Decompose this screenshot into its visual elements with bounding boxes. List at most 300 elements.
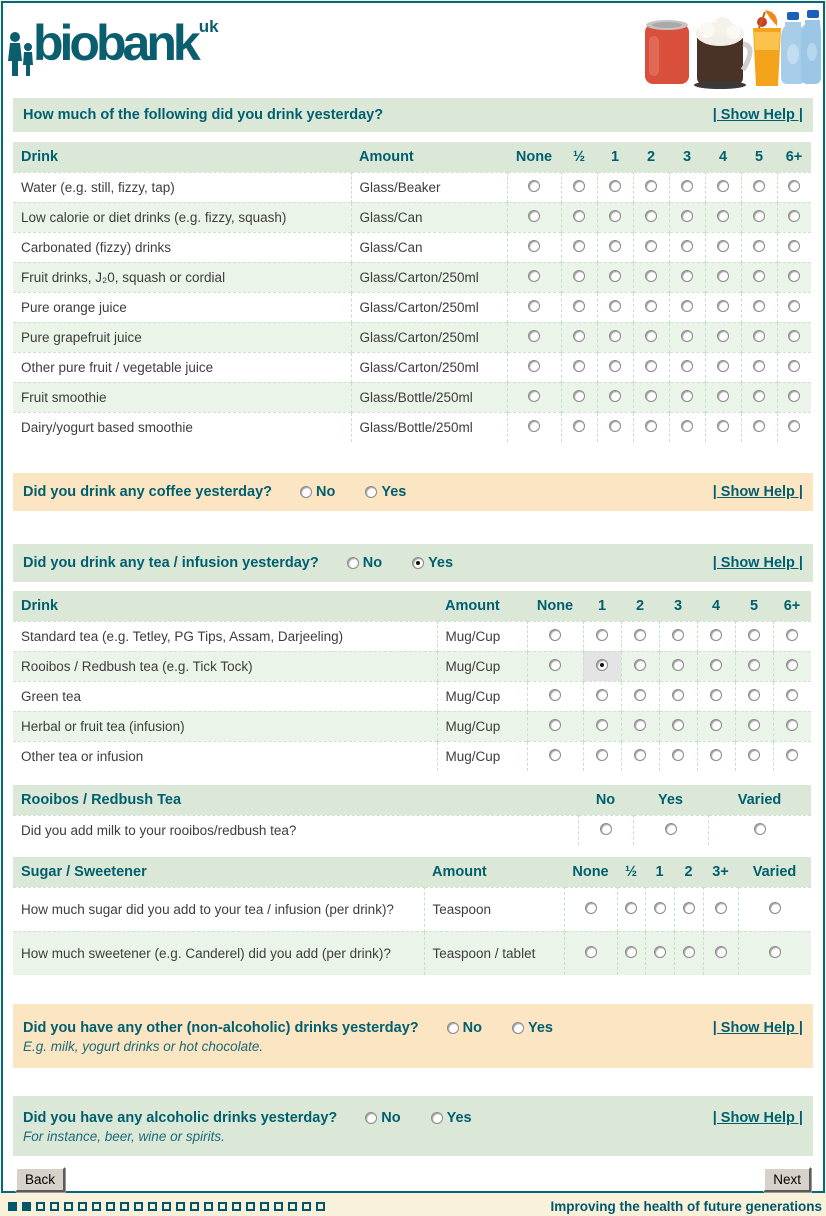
radio-cell	[705, 382, 741, 412]
radio-button[interactable]	[645, 330, 657, 342]
radio-cell	[697, 741, 735, 771]
col-1: 1	[645, 857, 674, 887]
radio-button[interactable]	[753, 240, 765, 252]
radio-cell	[705, 292, 741, 322]
radio-button[interactable]	[672, 659, 684, 671]
radio-cell	[669, 382, 705, 412]
radio-cell	[561, 412, 597, 442]
radio-button[interactable]	[528, 330, 540, 342]
radio-cell	[645, 887, 674, 931]
col-6plus: 6+	[773, 591, 811, 621]
radio-cell	[741, 262, 777, 292]
table-row	[13, 352, 811, 382]
radio-button[interactable]	[748, 629, 760, 641]
radio-button[interactable]	[600, 823, 612, 835]
radio-cell	[583, 741, 621, 771]
col-varied: Varied	[738, 857, 811, 887]
alcoholic-question: Did you have any alcoholic drinks yesterday?	[23, 1110, 338, 1126]
radio-cell	[741, 232, 777, 262]
radio-button[interactable]	[753, 420, 765, 432]
sugar-table	[13, 857, 811, 975]
col-none: None	[527, 591, 583, 621]
tea-table	[13, 591, 811, 771]
radio-cell	[645, 931, 674, 975]
alcoholic-no-radio[interactable]	[365, 1112, 377, 1124]
radio-button[interactable]	[681, 420, 693, 432]
non-alcoholic-no-label: No	[462, 1020, 482, 1036]
radio-button[interactable]	[528, 390, 540, 402]
drink-amount: Glass/Carton/250ml	[351, 262, 507, 292]
radio-button[interactable]	[645, 270, 657, 282]
radio-button[interactable]	[654, 902, 666, 914]
radio-cell	[669, 292, 705, 322]
alcoholic-yes-radio[interactable]	[431, 1112, 443, 1124]
radio-cell	[527, 681, 583, 711]
radio-button[interactable]	[573, 240, 585, 252]
radio-button[interactable]	[672, 749, 684, 761]
table-row	[13, 621, 811, 651]
tea-section-header	[13, 544, 813, 582]
radio-button[interactable]	[753, 300, 765, 312]
radio-button[interactable]	[681, 360, 693, 372]
progress-dot	[316, 1202, 325, 1211]
progress-dot	[232, 1202, 241, 1211]
radio-button[interactable]	[528, 360, 540, 372]
radio-cell	[741, 352, 777, 382]
radio-button[interactable]	[710, 689, 722, 701]
radio-button[interactable]	[788, 270, 800, 282]
radio-button[interactable]	[753, 390, 765, 402]
radio-button[interactable]	[549, 629, 561, 641]
progress-dot	[288, 1202, 297, 1211]
radio-button[interactable]	[788, 360, 800, 372]
radio-button[interactable]	[717, 240, 729, 252]
radio-button[interactable]	[609, 390, 621, 402]
radio-cell	[669, 352, 705, 382]
radio-button[interactable]	[786, 719, 798, 731]
radio-button[interactable]	[717, 210, 729, 222]
radio-button[interactable]	[786, 629, 798, 641]
progress-dot	[148, 1202, 157, 1211]
questionnaire-page	[1, 1, 825, 1193]
radio-button[interactable]	[528, 270, 540, 282]
page-header	[3, 3, 823, 91]
radio-button[interactable]	[683, 902, 695, 914]
radio-cell	[561, 172, 597, 202]
radio-button[interactable]	[596, 629, 608, 641]
non-alcoholic-yes-radio[interactable]	[512, 1022, 524, 1034]
radio-button[interactable]	[753, 210, 765, 222]
rooibos-milk-table	[13, 785, 811, 845]
radio-cell	[697, 621, 735, 651]
col-half: ½	[561, 142, 597, 172]
radio-cell	[527, 621, 583, 651]
radio-button[interactable]	[645, 390, 657, 402]
sugar-title: Sugar / Sweetener	[13, 857, 424, 887]
radio-cell	[773, 711, 811, 741]
drink-amount: Glass/Can	[351, 202, 507, 232]
radio-cell	[669, 262, 705, 292]
radio-button[interactable]	[573, 210, 585, 222]
non-alcoholic-show-help-link[interactable]: | Show Help |	[712, 1020, 803, 1036]
radio-button[interactable]	[715, 946, 727, 958]
radio-cell	[669, 322, 705, 352]
radio-cell	[507, 352, 561, 382]
col-none: None	[507, 142, 561, 172]
radio-cell	[633, 815, 708, 845]
col-1: 1	[583, 591, 621, 621]
radio-button[interactable]	[609, 420, 621, 432]
table-row	[13, 232, 811, 262]
radio-cell	[633, 232, 669, 262]
sugar-question-label: How much sugar did you add to your tea / infusion (per drink)?	[13, 887, 424, 931]
back-button[interactable]: Back	[15, 1167, 65, 1192]
non-alcoholic-no-radio[interactable]	[447, 1022, 459, 1034]
drink-label: Rooibos / Redbush tea (e.g. Tick Tock)	[13, 651, 437, 681]
drinks-show-help-link[interactable]: | Show Help |	[712, 107, 803, 123]
radio-cell	[697, 651, 735, 681]
radio-button[interactable]	[710, 749, 722, 761]
radio-button[interactable]	[573, 420, 585, 432]
radio-cell	[669, 412, 705, 442]
radio-button[interactable]	[788, 420, 800, 432]
radio-cell	[777, 352, 811, 382]
radio-button[interactable]	[573, 360, 585, 372]
coffee-no-radio[interactable]	[300, 486, 312, 498]
radio-button[interactable]	[672, 689, 684, 701]
radio-button[interactable]	[786, 689, 798, 701]
radio-button[interactable]	[717, 270, 729, 282]
radio-cell	[561, 322, 597, 352]
col-amount: Amount	[424, 857, 564, 887]
radio-cell	[659, 621, 697, 651]
drink-amount: Glass/Carton/250ml	[351, 352, 507, 382]
radio-button[interactable]	[748, 749, 760, 761]
drink-label: Pure grapefruit juice	[13, 322, 351, 352]
radio-cell	[621, 651, 659, 681]
radio-button[interactable]	[609, 180, 621, 192]
col-amount: Amount	[437, 591, 527, 621]
alcoholic-show-help-link[interactable]: | Show Help |	[712, 1110, 803, 1126]
table-row	[13, 815, 811, 845]
radio-button[interactable]	[609, 240, 621, 252]
radio-cell	[621, 741, 659, 771]
radio-cell	[561, 352, 597, 382]
progress-dot	[22, 1202, 31, 1211]
table-row	[13, 887, 811, 931]
drink-amount: Mug/Cup	[437, 741, 527, 771]
radio-cell	[583, 711, 621, 741]
radio-cell	[773, 741, 811, 771]
coffee-show-help-link[interactable]: | Show Help |	[712, 484, 803, 500]
radio-cell	[735, 651, 773, 681]
radio-button[interactable]	[681, 270, 693, 282]
radio-cell	[527, 741, 583, 771]
radio-cell	[705, 352, 741, 382]
radio-button[interactable]	[748, 659, 760, 671]
radio-cell	[741, 382, 777, 412]
radio-cell	[507, 202, 561, 232]
radio-button[interactable]	[683, 946, 695, 958]
radio-button[interactable]	[754, 823, 766, 835]
radio-button[interactable]	[573, 330, 585, 342]
radio-button[interactable]	[672, 629, 684, 641]
radio-cell	[578, 815, 633, 845]
progress-dot	[120, 1202, 129, 1211]
radio-button[interactable]	[634, 689, 646, 701]
table-row	[13, 292, 811, 322]
radio-cell	[735, 741, 773, 771]
drink-label: Water (e.g. still, fizzy, tap)	[13, 172, 351, 202]
radio-button[interactable]	[549, 659, 561, 671]
radio-button[interactable]	[634, 719, 646, 731]
radio-cell	[507, 382, 561, 412]
radio-cell	[597, 322, 633, 352]
progress-dot	[50, 1202, 59, 1211]
next-button[interactable]: Next	[763, 1167, 811, 1192]
drinks-header-row	[13, 142, 811, 172]
radio-button[interactable]	[717, 300, 729, 312]
radio-cell	[674, 931, 703, 975]
drink-label: Fruit smoothie	[13, 382, 351, 412]
radio-cell	[583, 651, 621, 681]
radio-cell	[705, 412, 741, 442]
radio-cell	[561, 292, 597, 322]
radio-button[interactable]	[609, 330, 621, 342]
radio-button[interactable]	[573, 270, 585, 282]
radio-button[interactable]	[753, 330, 765, 342]
coffee-yes-radio[interactable]	[365, 486, 377, 498]
radio-cell	[738, 931, 811, 975]
radio-button[interactable]	[681, 330, 693, 342]
progress-dot	[78, 1202, 87, 1211]
cola-can-icon	[645, 20, 689, 84]
tea-show-help-link[interactable]: | Show Help |	[712, 555, 803, 571]
radio-button[interactable]	[528, 180, 540, 192]
tea-no-radio[interactable]	[347, 557, 359, 569]
radio-cell	[597, 292, 633, 322]
alcoholic-yes-label: Yes	[446, 1110, 472, 1126]
radio-cell	[703, 931, 738, 975]
radio-button[interactable]	[681, 390, 693, 402]
radio-cell	[659, 711, 697, 741]
radio-button[interactable]	[788, 210, 800, 222]
drink-amount: Glass/Bottle/250ml	[351, 382, 507, 412]
radio-cell	[777, 322, 811, 352]
radio-cell	[597, 262, 633, 292]
radio-button[interactable]	[710, 719, 722, 731]
progress-dot	[302, 1202, 311, 1211]
non-alcoholic-question: Did you have any other (non-alcoholic) drinks yesterday?	[23, 1020, 419, 1036]
radio-button[interactable]	[634, 659, 646, 671]
radio-button[interactable]	[788, 300, 800, 312]
drink-label: Other pure fruit / vegetable juice	[13, 352, 351, 382]
radio-button[interactable]	[645, 420, 657, 432]
radio-cell	[507, 172, 561, 202]
tea-question: Did you drink any tea / infusion yesterday?	[23, 555, 319, 571]
radio-button[interactable]	[528, 420, 540, 432]
tea-header-row	[13, 591, 811, 621]
rooibos-header-row	[13, 785, 811, 815]
radio-button[interactable]	[585, 946, 597, 958]
progress-dot	[92, 1202, 101, 1211]
sweetener-amount: Teaspoon / tablet	[424, 931, 564, 975]
radio-button[interactable]	[609, 360, 621, 372]
non-alcoholic-yes-label: Yes	[527, 1020, 553, 1036]
radio-button[interactable]	[645, 240, 657, 252]
radio-button[interactable]	[634, 749, 646, 761]
radio-cell	[633, 352, 669, 382]
radio-button[interactable]	[788, 240, 800, 252]
col-1: 1	[597, 142, 633, 172]
radio-cell	[697, 711, 735, 741]
radio-cell	[703, 887, 738, 931]
radio-button[interactable]	[549, 689, 561, 701]
radio-button[interactable]	[717, 420, 729, 432]
radio-cell	[561, 232, 597, 262]
radio-cell	[735, 681, 773, 711]
radio-button[interactable]	[573, 390, 585, 402]
radio-button[interactable]	[710, 629, 722, 641]
non-alcoholic-section-header	[13, 1004, 813, 1068]
radio-button[interactable]	[715, 902, 727, 914]
radio-button[interactable]	[681, 180, 693, 192]
progress-dot	[246, 1202, 255, 1211]
col-6plus: 6+	[777, 142, 811, 172]
radio-cell	[597, 352, 633, 382]
radio-button[interactable]	[645, 360, 657, 372]
col-no: No	[578, 785, 633, 815]
drink-amount: Glass/Carton/250ml	[351, 292, 507, 322]
radio-button[interactable]	[596, 689, 608, 701]
radio-button[interactable]	[753, 180, 765, 192]
radio-button[interactable]	[573, 300, 585, 312]
radio-button[interactable]	[585, 902, 597, 914]
radio-cell	[561, 382, 597, 412]
biobank-logo	[7, 5, 219, 81]
radio-button[interactable]	[596, 659, 608, 671]
radio-button[interactable]	[672, 719, 684, 731]
radio-cell	[705, 262, 741, 292]
col-3plus: 3+	[703, 857, 738, 887]
radio-button[interactable]	[596, 719, 608, 731]
coffee-yes-label: Yes	[381, 484, 407, 500]
radio-button[interactable]	[710, 659, 722, 671]
logo-wordmark: biobank	[33, 15, 197, 71]
drinks-photo	[641, 6, 821, 95]
radio-button[interactable]	[681, 300, 693, 312]
table-row	[13, 711, 811, 741]
col-yes: Yes	[633, 785, 708, 815]
alcoholic-note: For instance, beer, wine or spirits.	[23, 1129, 225, 1144]
radio-button[interactable]	[645, 180, 657, 192]
tea-yes-radio[interactable]	[412, 557, 424, 569]
radio-button[interactable]	[665, 823, 677, 835]
radio-button[interactable]	[748, 719, 760, 731]
radio-cell	[777, 382, 811, 412]
coffee-section-header	[13, 473, 813, 511]
radio-button[interactable]	[788, 330, 800, 342]
radio-button[interactable]	[717, 330, 729, 342]
radio-button[interactable]	[753, 270, 765, 282]
radio-cell	[564, 931, 617, 975]
progress-dot	[204, 1202, 213, 1211]
radio-button[interactable]	[625, 946, 637, 958]
radio-button[interactable]	[788, 390, 800, 402]
radio-button[interactable]	[528, 300, 540, 312]
radio-cell	[777, 172, 811, 202]
drink-amount: Mug/Cup	[437, 621, 527, 651]
drink-amount: Mug/Cup	[437, 681, 527, 711]
radio-button[interactable]	[654, 946, 666, 958]
progress-dot	[260, 1202, 269, 1211]
radio-button[interactable]	[528, 210, 540, 222]
drink-label: Carbonated (fizzy) drinks	[13, 232, 351, 262]
table-row	[13, 681, 811, 711]
radio-button[interactable]	[549, 719, 561, 731]
radio-button[interactable]	[645, 300, 657, 312]
radio-cell	[777, 202, 811, 232]
radio-button[interactable]	[596, 749, 608, 761]
radio-button[interactable]	[753, 360, 765, 372]
radio-button[interactable]	[609, 270, 621, 282]
radio-cell	[561, 202, 597, 232]
alcoholic-section-header	[13, 1096, 813, 1156]
col-amount: Amount	[351, 142, 507, 172]
col-3: 3	[659, 591, 697, 621]
radio-button[interactable]	[786, 749, 798, 761]
radio-button[interactable]	[788, 180, 800, 192]
logo-uk-superscript: uk	[198, 17, 219, 36]
radio-button[interactable]	[769, 902, 781, 914]
radio-button[interactable]	[786, 659, 798, 671]
radio-button[interactable]	[717, 390, 729, 402]
radio-button[interactable]	[681, 210, 693, 222]
col-2: 2	[633, 142, 669, 172]
radio-button[interactable]	[748, 689, 760, 701]
table-row	[13, 262, 811, 292]
radio-cell	[777, 262, 811, 292]
radio-cell	[561, 262, 597, 292]
drink-amount: Mug/Cup	[437, 711, 527, 741]
radio-button[interactable]	[717, 180, 729, 192]
radio-button[interactable]	[634, 629, 646, 641]
radio-cell	[583, 681, 621, 711]
radio-cell	[777, 412, 811, 442]
table-row-rooibos	[13, 651, 811, 681]
radio-button[interactable]	[645, 210, 657, 222]
sweetener-question-label: How much sweetener (e.g. Canderel) did you add (per drink)?	[13, 931, 424, 975]
table-row	[13, 741, 811, 771]
radio-button[interactable]	[717, 360, 729, 372]
col-drink: Drink	[13, 142, 351, 172]
table-row	[13, 931, 811, 975]
radio-button[interactable]	[528, 240, 540, 252]
radio-button[interactable]	[609, 210, 621, 222]
radio-cell	[597, 412, 633, 442]
radio-button[interactable]	[625, 902, 637, 914]
radio-button[interactable]	[549, 749, 561, 761]
footer-strip	[0, 1197, 826, 1216]
tea-yes-label: Yes	[428, 555, 454, 571]
radio-button[interactable]	[769, 946, 781, 958]
radio-cell	[741, 322, 777, 352]
radio-cell	[507, 292, 561, 322]
radio-button[interactable]	[573, 180, 585, 192]
radio-button[interactable]	[681, 240, 693, 252]
radio-button[interactable]	[609, 300, 621, 312]
drink-label: Green tea	[13, 681, 437, 711]
